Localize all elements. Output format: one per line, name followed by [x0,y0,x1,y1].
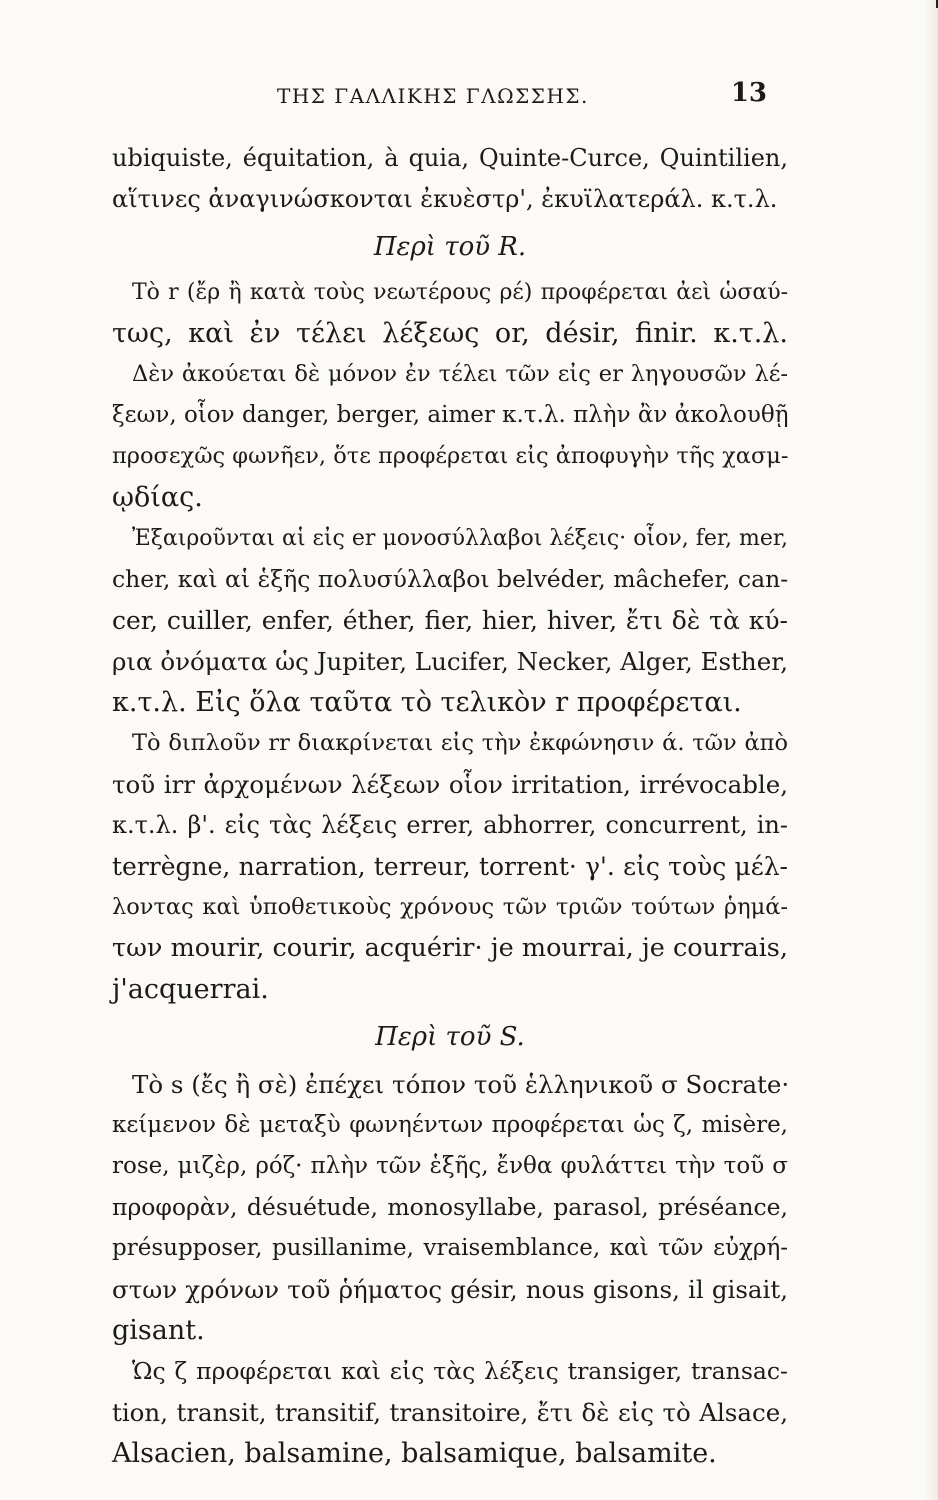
text-line: ῳδίας. [112,482,203,513]
text-line: λοντας καὶ ὑποθετικοὺς χρόνους τῶν τριῶν τούτων ῥημά- [112,894,788,920]
text-line: ξεων, οἷον danger, berger, aimer κ.τ.λ. πλὴν ἂν ἀκολουθῇ [112,402,789,428]
page-body [112,138,788,1474]
section-heading-r: Περὶ τοῦ R. [373,232,527,262]
text-line: ubiquiste, équitation, à quia, Quinte-Curce, Quintilien, [112,144,788,172]
text-line: προσεχῶς φωνῆεν, ὅτε προφέρεται εἰς ἀποφυγὴν τῆς χασμ- [112,443,789,469]
text-line: tion, transit, transitif, transitoire, ἔτι δὲ εἰς τὸ Alsace, [112,1398,788,1427]
text-line: Τὸ διπλοῦν rr διακρίνεται εἰς τὴν ἐκφώνησιν ά. τῶν ἀπὸ [132,730,788,756]
page-number: 13 [730,78,767,108]
page-edge [924,0,938,1500]
text-line: αἵτινες ἀναγινώσκονται ἐκυὲστρ', ἐκυϊλατεράλ. κ.τ.λ. [112,185,778,213]
text-line: των mourir, courir, acquérir· je mourrai, je courrais, [112,933,788,963]
text-line: τως, καὶ ἐν τέλει λέξεως or, désir, finir. κ.τ.λ. [112,318,788,349]
text-line: τοῦ irr ἀρχομένων λέξεων οἷον irritation, irrévocable, [112,770,788,799]
text-line: Alsacien, balsamine, balsamique, balsamite. [112,1438,717,1469]
text-line: κ.τ.λ. β'. εἰς τὰς λέξεις errer, abhorrer, concurrent, in- [112,811,788,839]
text-line: Ὡς ζ προφέρεται καὶ εἰς τὰς λέξεις transiger, transac- [132,1357,788,1385]
text-line: Τὸ r (ἔρ ἢ κατὰ τοὺς νεωτέρους ρέ) προφέρεται ἀεὶ ὡσαύ- [132,280,788,305]
text-line: ρια ὀνόματα ὡς Jupiter, Lucifer, Necker, Alger, Esther, [112,647,788,676]
text-line: προφορὰν, désuétude, monosyllabe, parasol, préséance, [112,1193,788,1221]
page-header [112,78,767,118]
text-line: κείμενον δὲ μεταξὺ φωνηέντων προφέρεται ὡς ζ, misère, [112,1112,788,1138]
text-line: rose, μιζὲρ, ρόζ· πλὴν τῶν ἑξῆς, ἔνθα φυλάττει τὴν τοῦ σ [112,1153,788,1179]
text-line: gisant. [112,1315,205,1346]
text-line: présupposer, pusillanime, vraisemblance, καὶ τῶν εὐχρή- [112,1235,788,1261]
text-line: κ.τ.λ. Εἰς ὅλα ταῦτα τὸ τελικὸν r προφέρεται. [112,687,742,718]
text-line: j'acquerrai. [112,974,269,1005]
text-line: στων χρόνων τοῦ ῥήματος gésir, nous gisons, il gisait, [112,1275,788,1304]
text-line: cer, cuiller, enfer, éther, fier, hier, hiver, ἔτι δὲ τὰ κύ- [112,606,788,635]
text-line: cher, καὶ αἱ ἑξῆς πολυσύλλαβοι belvéder, mâchefer, can- [112,565,789,593]
running-head: ΤΗΣ ΓΑΛΛΙΚΗΣ ΓΛΩΣΣΗΣ. [277,84,589,108]
text-line: terrègne, narration, terreur, torrent· γ'. εἰς τοὺς μέλ- [112,852,788,881]
section-heading-s: Περὶ τοῦ S. [375,1022,525,1052]
text-line: Ἐξαιροῦνται αἱ εἰς er μονοσύλλαβοι λέξεις· οἷον, fer, mer, [132,526,788,551]
text-line: Τὸ s (ἔς ἢ σὲ) ἐπέχει τόπον τοῦ ἑλληνικοῦ σ Socrate· [132,1070,790,1099]
text-line: Δὲν ἀκούεται δὲ μόνον ἐν τέλει τῶν εἰς er ληγουσῶν λέ- [132,361,788,387]
